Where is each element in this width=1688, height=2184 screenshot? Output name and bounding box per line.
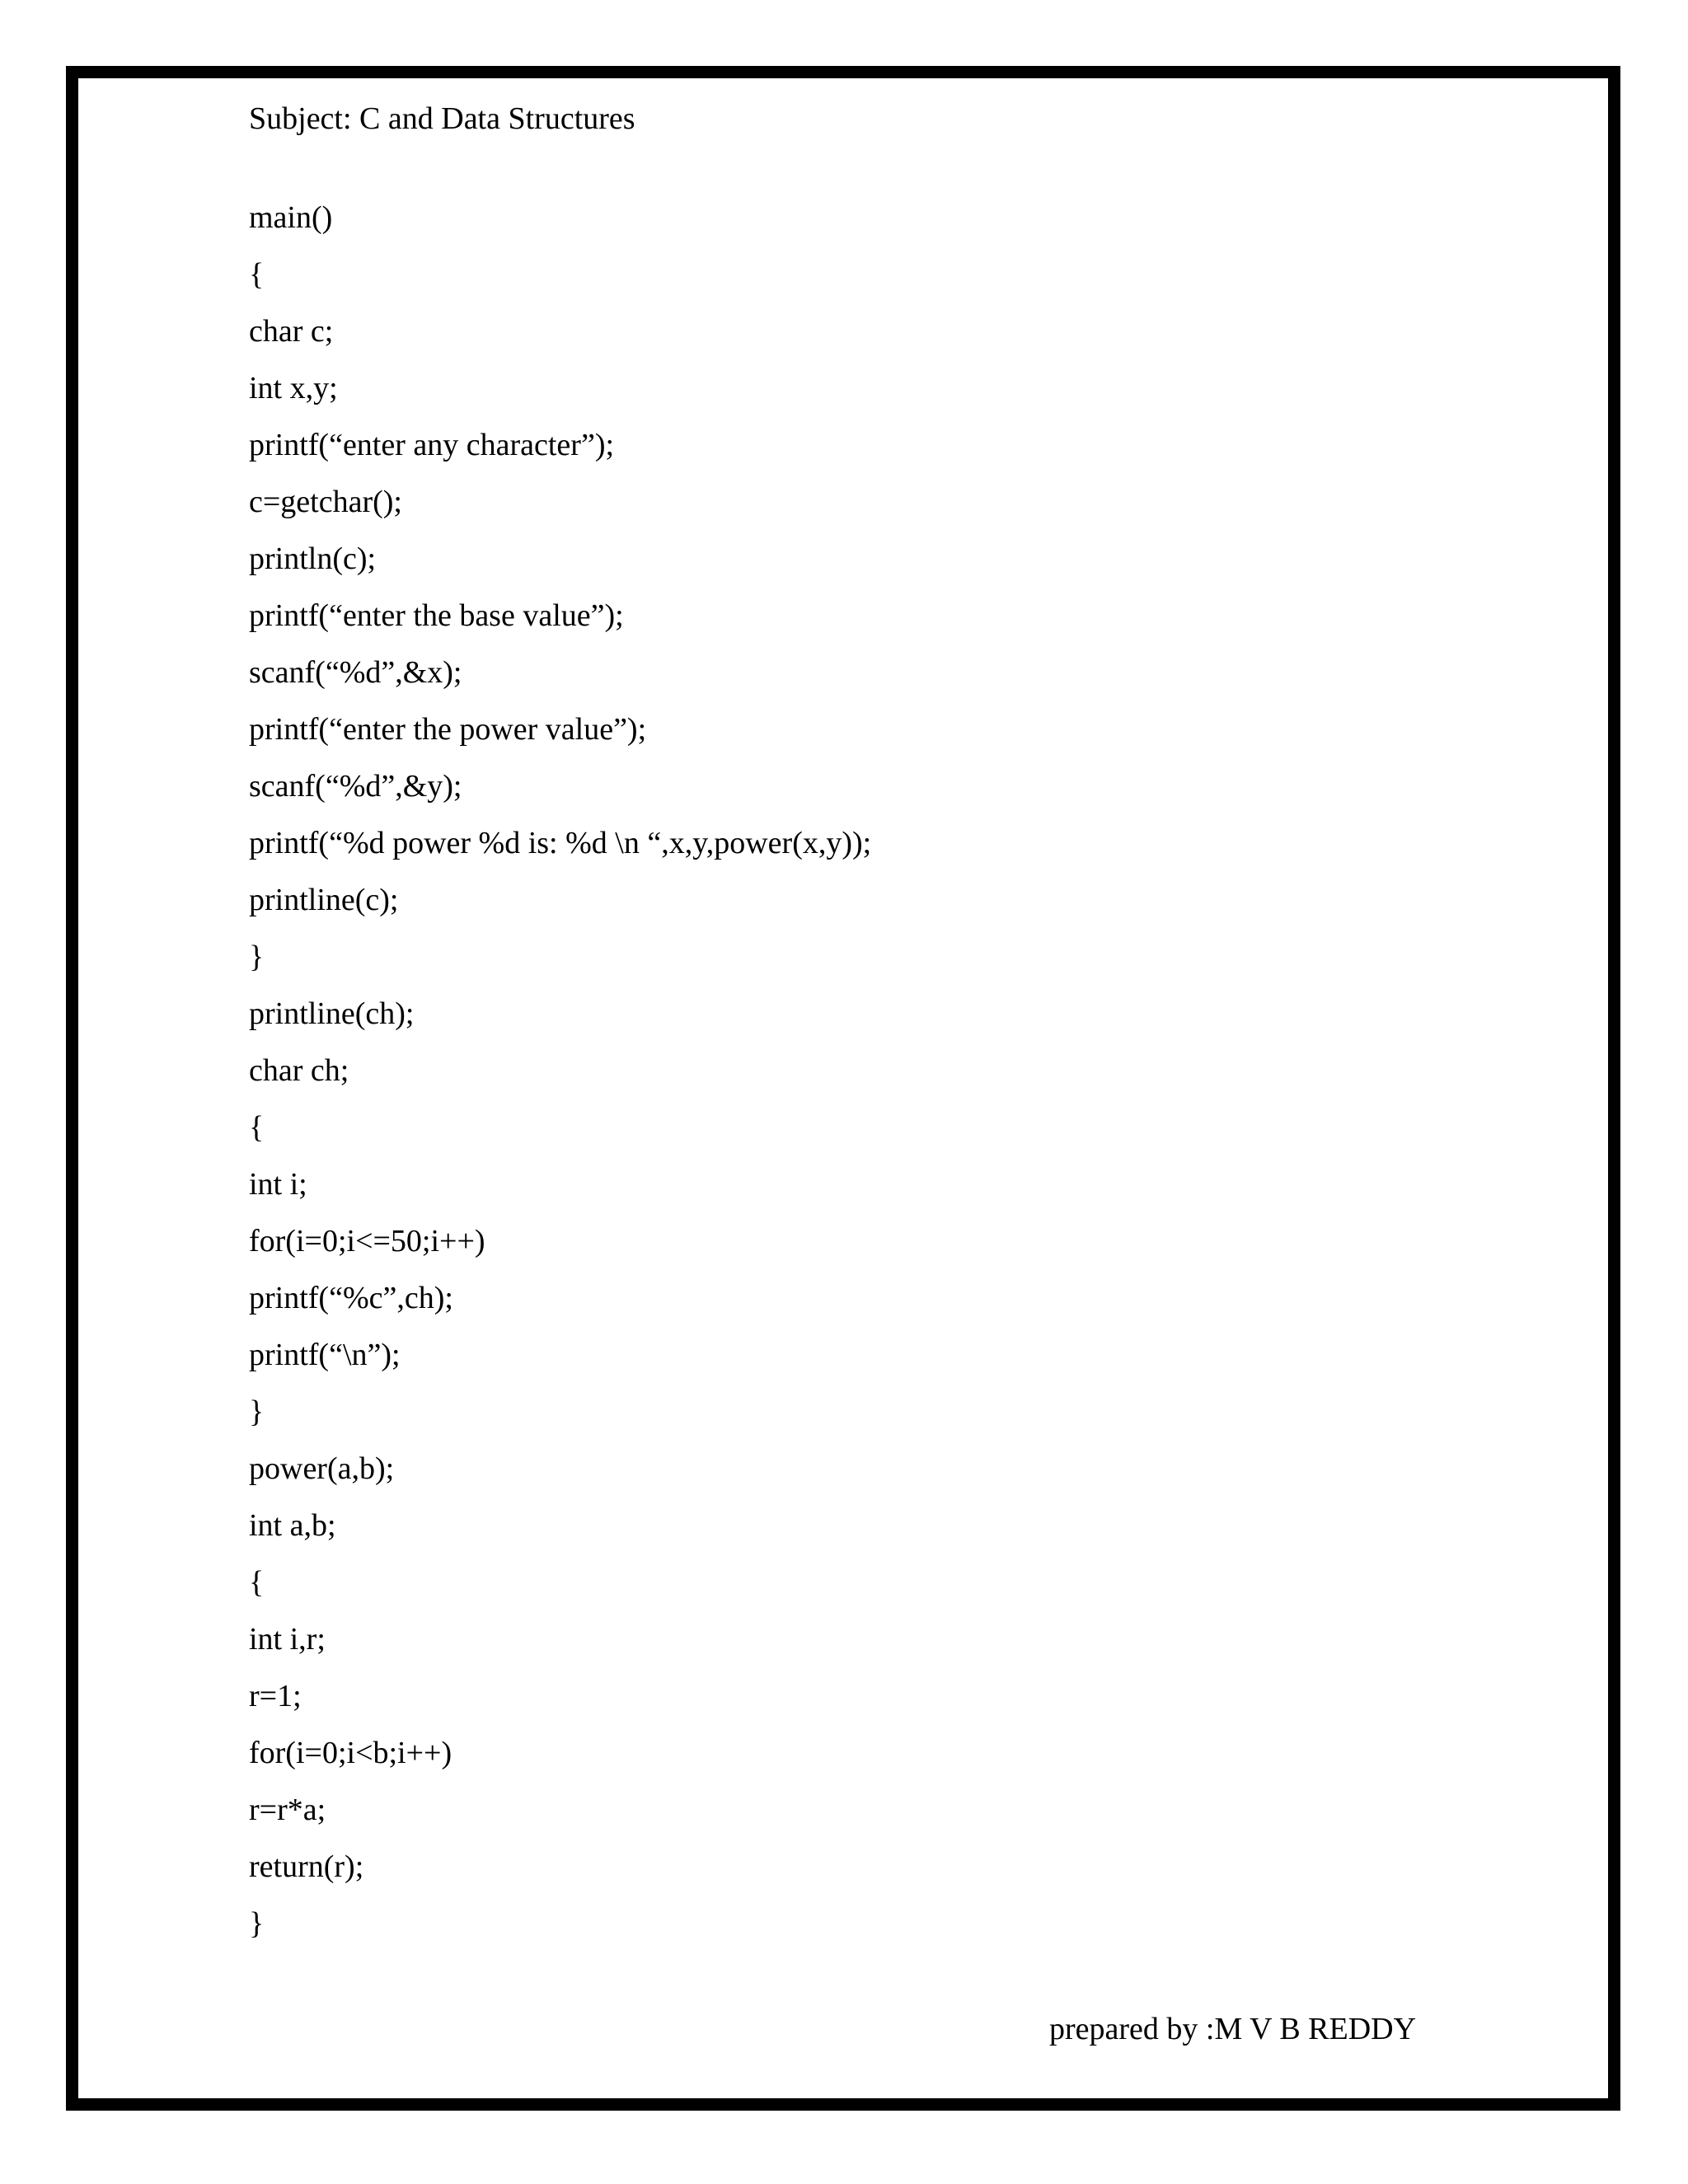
code-line: printf(“\n”); <box>249 1338 401 1372</box>
code-line: main() <box>249 200 333 235</box>
code-line: printline(ch); <box>249 996 415 1031</box>
code-line: char c; <box>249 314 334 349</box>
code-line: int i; <box>249 1167 307 1202</box>
prepared-by-footer: prepared by :M V B REDDY <box>1049 2012 1417 2046</box>
code-line: r=1; <box>249 1679 302 1713</box>
code-line: printf(“enter any character”); <box>249 428 615 462</box>
code-line: println(c); <box>249 541 377 576</box>
code-line: { <box>249 1565 265 1600</box>
code-line: } <box>249 1394 265 1429</box>
code-line: } <box>249 940 265 974</box>
subject-heading: Subject: C and Data Structures <box>249 101 635 136</box>
code-line: scanf(“%d”,&y); <box>249 769 462 804</box>
code-line: c=getchar(); <box>249 485 402 519</box>
code-line: int x,y; <box>249 371 338 405</box>
code-line: char ch; <box>249 1053 349 1088</box>
code-line: printf(“enter the base value”); <box>249 598 624 633</box>
code-line: for(i=0;i<=50;i++) <box>249 1224 485 1258</box>
code-line: printf(“%c”,ch); <box>249 1281 453 1315</box>
code-line: printf(“%d power %d is: %d \n “,x,y,power(x,y)); <box>249 826 872 860</box>
code-line: { <box>249 1110 265 1145</box>
code-line: } <box>249 1906 265 1941</box>
code-line: scanf(“%d”,&x); <box>249 655 462 690</box>
code-line: { <box>249 257 265 292</box>
code-line: for(i=0;i<b;i++) <box>249 1736 452 1770</box>
code-line: int i,r; <box>249 1622 326 1657</box>
code-line: r=r*a; <box>249 1793 326 1827</box>
code-line: power(a,b); <box>249 1451 395 1486</box>
code-line: printline(c); <box>249 883 399 917</box>
code-line: printf(“enter the power value”); <box>249 712 647 747</box>
code-line: int a,b; <box>249 1508 336 1543</box>
code-line: return(r); <box>249 1849 364 1884</box>
code-listing <box>249 196 871 1959</box>
